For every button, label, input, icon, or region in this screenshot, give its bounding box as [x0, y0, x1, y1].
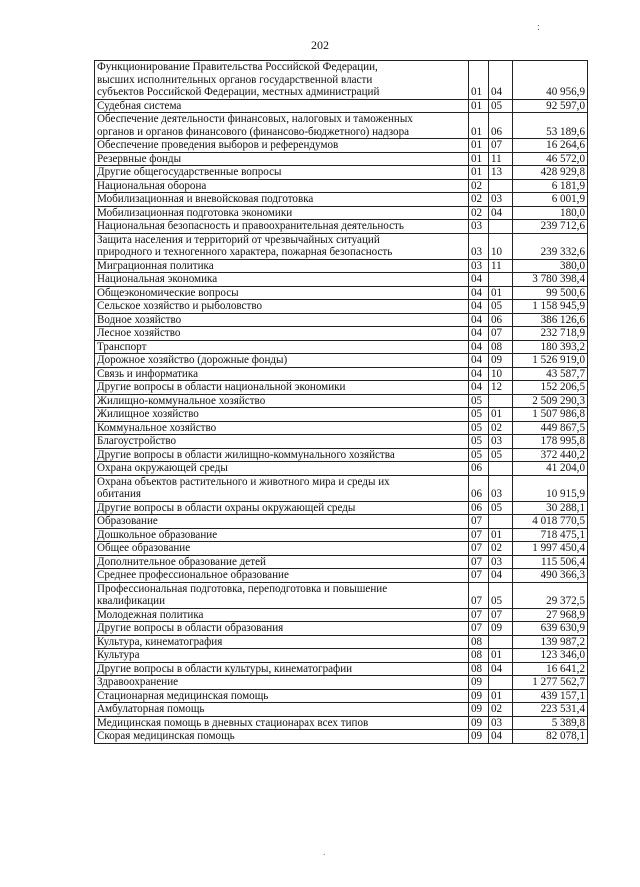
amount: 41 204,0	[513, 462, 588, 476]
amount: 43 587,7	[513, 367, 588, 381]
row-name: Медицинская помощь в дневных стационарах всех типов	[95, 716, 469, 730]
table-row	[95, 340, 588, 354]
section-code: 04	[469, 300, 489, 314]
subsection-code: 04	[489, 206, 513, 220]
subsection-code: 10	[489, 367, 513, 381]
amount: 178 995,8	[513, 435, 588, 449]
section-code: 04	[469, 273, 489, 287]
amount: 115 506,4	[513, 555, 588, 569]
row-name: Амбулаторная помощь	[95, 703, 469, 717]
amount: 6 001,9	[513, 193, 588, 207]
subsection-code: 07	[489, 139, 513, 153]
table-row	[95, 515, 588, 529]
section-code: 07	[469, 542, 489, 556]
section-code: 06	[469, 475, 489, 501]
amount: 16 264,6	[513, 139, 588, 153]
table-row	[95, 448, 588, 462]
amount: 428 929,8	[513, 166, 588, 180]
subsection-code	[489, 394, 513, 408]
section-code: 07	[469, 555, 489, 569]
table-row	[95, 139, 588, 153]
amount: 1 507 986,8	[513, 408, 588, 422]
amount: 1 158 945,9	[513, 300, 588, 314]
row-name: Другие вопросы в области образования	[95, 622, 469, 636]
section-code: 04	[469, 340, 489, 354]
row-name: Мобилизационная и вневойсковая подготовка	[95, 193, 469, 207]
row-name: Коммунальное хозяйство	[95, 421, 469, 435]
row-name: Стационарная медицинская помощь	[95, 689, 469, 703]
row-name: Общее образование	[95, 542, 469, 556]
subsection-code: 07	[489, 608, 513, 622]
subsection-code: 09	[489, 354, 513, 368]
amount: 82 078,1	[513, 730, 588, 744]
table-row	[95, 179, 588, 193]
amount: 180,0	[513, 206, 588, 220]
row-name: Молодежная политика	[95, 608, 469, 622]
section-code: 05	[469, 408, 489, 422]
amount: 3 780 398,4	[513, 273, 588, 287]
table-row	[95, 99, 588, 113]
table-row	[95, 703, 588, 717]
row-name: Другие общегосударственные вопросы	[95, 166, 469, 180]
subsection-code: 03	[489, 475, 513, 501]
section-code: 01	[469, 139, 489, 153]
table-row	[95, 730, 588, 744]
row-name: Охрана объектов растительного и животного мира и среды их обитания	[95, 475, 469, 501]
amount: 99 500,6	[513, 286, 588, 300]
row-name: Функционирование Правительства Российской Федерации, высших исполнительных органов государственной власти субъектов Российской Федерации, местных администраций	[95, 61, 469, 100]
row-name: Культура, кинематография	[95, 635, 469, 649]
amount: 639 630,9	[513, 622, 588, 636]
section-code: 03	[469, 259, 489, 273]
section-code: 06	[469, 462, 489, 476]
amount: 2 509 290,3	[513, 394, 588, 408]
subsection-code: 06	[489, 113, 513, 139]
section-code: 09	[469, 676, 489, 690]
budget-table	[94, 60, 588, 744]
table-row	[95, 608, 588, 622]
subsection-code: 01	[489, 528, 513, 542]
row-name: Образование	[95, 515, 469, 529]
section-code: 06	[469, 501, 489, 515]
amount: 152 206,5	[513, 381, 588, 395]
amount: 40 956,9	[513, 61, 588, 100]
section-code: 09	[469, 716, 489, 730]
table-row	[95, 193, 588, 207]
footer-dot: .	[323, 847, 326, 858]
section-code: 07	[469, 569, 489, 583]
amount: 449 867,5	[513, 421, 588, 435]
amount: 92 597,0	[513, 99, 588, 113]
row-name: Связь и информатика	[95, 367, 469, 381]
amount: 180 393,2	[513, 340, 588, 354]
section-code: 05	[469, 421, 489, 435]
subsection-code: 01	[489, 689, 513, 703]
row-name: Общеэкономические вопросы	[95, 286, 469, 300]
section-code: 04	[469, 286, 489, 300]
section-code: 08	[469, 635, 489, 649]
section-code: 01	[469, 113, 489, 139]
row-name: Дошкольное образование	[95, 528, 469, 542]
subsection-code: 10	[489, 233, 513, 259]
row-name: Миграционная политика	[95, 259, 469, 273]
table-row	[95, 394, 588, 408]
row-name: Скорая медицинская помощь	[95, 730, 469, 744]
row-name: Транспорт	[95, 340, 469, 354]
subsection-code: 05	[489, 582, 513, 608]
subsection-code: 11	[489, 152, 513, 166]
section-code: 04	[469, 313, 489, 327]
subsection-code: 04	[489, 569, 513, 583]
table-row	[95, 716, 588, 730]
amount: 490 366,3	[513, 569, 588, 583]
row-name: Среднее профессиональное образование	[95, 569, 469, 583]
section-code: 04	[469, 327, 489, 341]
amount: 123 346,0	[513, 649, 588, 663]
row-name: Профессиональная подготовка, переподготовка и повышение квалификации	[95, 582, 469, 608]
amount: 10 915,9	[513, 475, 588, 501]
section-code: 08	[469, 662, 489, 676]
subsection-code: 02	[489, 421, 513, 435]
amount: 239 712,6	[513, 220, 588, 234]
table-row	[95, 569, 588, 583]
row-name: Обеспечение проведения выборов и референдумов	[95, 139, 469, 153]
table-row	[95, 635, 588, 649]
row-name: Охрана окружающей среды	[95, 462, 469, 476]
margin-mark: :	[537, 22, 540, 33]
amount: 53 189,6	[513, 113, 588, 139]
table-row	[95, 408, 588, 422]
section-code: 03	[469, 233, 489, 259]
section-code: 07	[469, 608, 489, 622]
section-code: 05	[469, 448, 489, 462]
table-row	[95, 421, 588, 435]
section-code: 01	[469, 166, 489, 180]
budget-table-body	[95, 61, 588, 744]
section-code: 04	[469, 354, 489, 368]
row-name: Другие вопросы в области жилищно-коммунального хозяйства	[95, 448, 469, 462]
table-row	[95, 300, 588, 314]
subsection-code: 05	[489, 501, 513, 515]
table-row	[95, 582, 588, 608]
subsection-code: 13	[489, 166, 513, 180]
section-code: 07	[469, 528, 489, 542]
subsection-code	[489, 635, 513, 649]
row-name: Национальная экономика	[95, 273, 469, 287]
row-name: Защита населения и территорий от чрезвычайных ситуаций природного и техногенного характера, пожарная безопасность	[95, 233, 469, 259]
section-code: 08	[469, 649, 489, 663]
table-row	[95, 676, 588, 690]
subsection-code	[489, 179, 513, 193]
amount: 232 718,9	[513, 327, 588, 341]
subsection-code: 09	[489, 622, 513, 636]
row-name: Культура	[95, 649, 469, 663]
table-row	[95, 542, 588, 556]
row-name: Жилищно-коммунальное хозяйство	[95, 394, 469, 408]
section-code: 03	[469, 220, 489, 234]
section-code: 02	[469, 206, 489, 220]
amount: 27 968,9	[513, 608, 588, 622]
amount: 46 572,0	[513, 152, 588, 166]
table-row	[95, 259, 588, 273]
table-row	[95, 435, 588, 449]
section-code: 01	[469, 152, 489, 166]
table-row	[95, 61, 588, 100]
table-row	[95, 233, 588, 259]
row-name: Дополнительное образование детей	[95, 555, 469, 569]
subsection-code: 04	[489, 61, 513, 100]
table-row	[95, 113, 588, 139]
section-code: 05	[469, 435, 489, 449]
amount: 239 332,6	[513, 233, 588, 259]
row-name: Дорожное хозяйство (дорожные фонды)	[95, 354, 469, 368]
amount: 29 372,5	[513, 582, 588, 608]
subsection-code: 02	[489, 703, 513, 717]
table-row	[95, 286, 588, 300]
subsection-code: 04	[489, 662, 513, 676]
table-row	[95, 206, 588, 220]
subsection-code: 03	[489, 555, 513, 569]
subsection-code: 11	[489, 259, 513, 273]
section-code: 07	[469, 582, 489, 608]
subsection-code: 02	[489, 542, 513, 556]
subsection-code	[489, 676, 513, 690]
row-name: Обеспечение деятельности финансовых, налоговых и таможенных органов и органов финансового (финансово-бюджетного) надзора	[95, 113, 469, 139]
table-row	[95, 220, 588, 234]
table-row	[95, 528, 588, 542]
section-code: 01	[469, 99, 489, 113]
section-code: 09	[469, 730, 489, 744]
subsection-code	[489, 515, 513, 529]
subsection-code	[489, 462, 513, 476]
row-name: Судебная система	[95, 99, 469, 113]
amount: 30 288,1	[513, 501, 588, 515]
section-code: 07	[469, 622, 489, 636]
table-row	[95, 367, 588, 381]
subsection-code	[489, 220, 513, 234]
page-number: 202	[311, 38, 329, 52]
section-code: 07	[469, 515, 489, 529]
subsection-code: 01	[489, 408, 513, 422]
table-row	[95, 475, 588, 501]
table-row	[95, 555, 588, 569]
row-name: Другие вопросы в области культуры, кинематографии	[95, 662, 469, 676]
subsection-code: 07	[489, 327, 513, 341]
table-row	[95, 166, 588, 180]
subsection-code: 01	[489, 286, 513, 300]
section-code: 02	[469, 193, 489, 207]
table-row	[95, 381, 588, 395]
section-code: 04	[469, 381, 489, 395]
row-name: Жилищное хозяйство	[95, 408, 469, 422]
subsection-code: 03	[489, 193, 513, 207]
amount: 386 126,6	[513, 313, 588, 327]
amount: 5 389,8	[513, 716, 588, 730]
section-code: 01	[469, 61, 489, 100]
subsection-code: 05	[489, 448, 513, 462]
subsection-code	[489, 273, 513, 287]
amount: 718 475,1	[513, 528, 588, 542]
table-row	[95, 273, 588, 287]
row-name: Национальная безопасность и правоохранительная деятельность	[95, 220, 469, 234]
table-row	[95, 462, 588, 476]
row-name: Благоустройство	[95, 435, 469, 449]
amount: 1 277 562,7	[513, 676, 588, 690]
section-code: 02	[469, 179, 489, 193]
table-row	[95, 354, 588, 368]
table-row	[95, 662, 588, 676]
table-row	[95, 152, 588, 166]
table-row	[95, 313, 588, 327]
amount: 1 997 450,4	[513, 542, 588, 556]
amount: 439 157,1	[513, 689, 588, 703]
row-name: Другие вопросы в области национальной экономики	[95, 381, 469, 395]
amount: 223 531,4	[513, 703, 588, 717]
amount: 1 526 919,0	[513, 354, 588, 368]
table-row	[95, 501, 588, 515]
amount: 372 440,2	[513, 448, 588, 462]
row-name: Сельское хозяйство и рыболовство	[95, 300, 469, 314]
amount: 6 181,9	[513, 179, 588, 193]
table-row	[95, 689, 588, 703]
subsection-code: 03	[489, 716, 513, 730]
section-code: 09	[469, 689, 489, 703]
subsection-code: 08	[489, 340, 513, 354]
row-name: Другие вопросы в области охраны окружающей среды	[95, 501, 469, 515]
subsection-code: 06	[489, 313, 513, 327]
table-row	[95, 622, 588, 636]
subsection-code: 12	[489, 381, 513, 395]
row-name: Национальная оборона	[95, 179, 469, 193]
amount: 16 641,2	[513, 662, 588, 676]
amount: 4 018 770,5	[513, 515, 588, 529]
row-name: Здравоохранение	[95, 676, 469, 690]
subsection-code: 03	[489, 435, 513, 449]
section-code: 09	[469, 703, 489, 717]
section-code: 05	[469, 394, 489, 408]
subsection-code: 05	[489, 99, 513, 113]
subsection-code: 04	[489, 730, 513, 744]
table-row	[95, 649, 588, 663]
table-row	[95, 327, 588, 341]
amount: 380,0	[513, 259, 588, 273]
row-name: Водное хозяйство	[95, 313, 469, 327]
row-name: Резервные фонды	[95, 152, 469, 166]
section-code: 04	[469, 367, 489, 381]
subsection-code: 05	[489, 300, 513, 314]
subsection-code: 01	[489, 649, 513, 663]
row-name: Мобилизационная подготовка экономики	[95, 206, 469, 220]
row-name: Лесное хозяйство	[95, 327, 469, 341]
amount: 139 987,2	[513, 635, 588, 649]
